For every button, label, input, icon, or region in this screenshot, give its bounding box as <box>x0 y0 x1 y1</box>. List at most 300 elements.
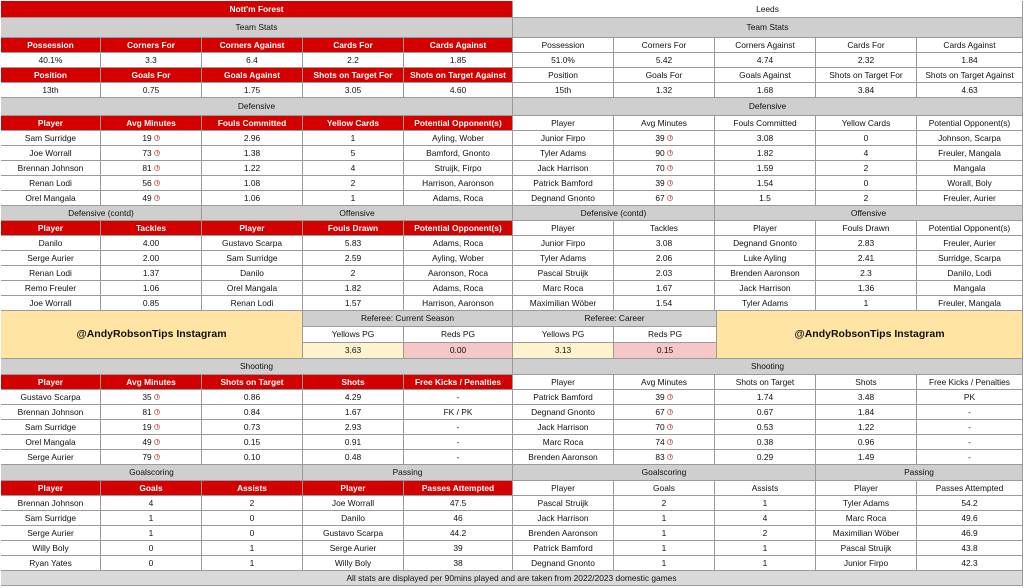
team-stats-header <box>303 38 404 53</box>
instagram-banner-right <box>717 311 1023 359</box>
table-cell-text: 3.08 <box>655 237 673 248</box>
table-cell-text: 0.84 <box>243 406 261 417</box>
team-stats-header-text: Cards For <box>847 39 885 50</box>
table-cell <box>303 296 404 311</box>
table-cell-text: 0.10 <box>243 451 261 462</box>
table-cell <box>816 541 917 556</box>
team-stats-value-text: 1.75 <box>243 84 261 95</box>
referee-yellows-header <box>513 327 614 343</box>
table-cell-text: 1.5 <box>759 192 771 203</box>
table-cell-text: 2.06 <box>655 252 673 263</box>
table-cell-text: - <box>968 436 971 447</box>
table-cell-text: Gustavo Scarpa <box>20 391 81 402</box>
team-stats-header-text: Goals For <box>131 69 171 80</box>
referee-yellows-header-text: Yellows PG <box>331 329 375 340</box>
pass-header-text: Passes Attempted <box>935 482 1004 493</box>
forest-team-stats-label-text: Team Stats <box>235 22 278 33</box>
table-cell-text: Serge Aurier <box>27 527 74 538</box>
table-cell-text: Adams, Roca <box>432 237 484 248</box>
table-cell-text: 1.36 <box>857 282 875 293</box>
table-cell-text: 2.3 <box>860 267 872 278</box>
referee-season-yellows-text: 3.63 <box>344 345 362 356</box>
table-cell <box>513 556 614 571</box>
team-stats-header-text: Goals Against <box>739 69 791 80</box>
off-header <box>303 221 404 236</box>
referee-career-label-text: Referee: Career <box>584 313 645 324</box>
table-cell-text: 54.2 <box>961 497 978 508</box>
table-cell <box>303 405 404 420</box>
table-cell <box>513 236 614 251</box>
table-cell <box>202 450 303 465</box>
table-cell <box>614 191 715 206</box>
table-cell-text: 1.54 <box>655 297 673 308</box>
table-cell <box>513 405 614 420</box>
table-cell-text: 0 <box>249 512 255 523</box>
table-cell-text: Jack Harrison <box>739 282 791 293</box>
table-cell-text: Johnson, Scarpa <box>938 132 1001 143</box>
table-cell-text: Ryan Yates <box>29 557 72 568</box>
table-cell-text: 81 <box>142 162 152 173</box>
goal-header-text: Assists <box>751 482 779 493</box>
table-cell <box>303 556 404 571</box>
off-header <box>816 221 917 236</box>
def-header <box>715 116 816 131</box>
team-stats-header-text: Corners For <box>127 39 175 50</box>
table-cell <box>202 161 303 176</box>
team-stats-value <box>1 53 101 68</box>
table-cell-text: 1.59 <box>756 162 774 173</box>
table-cell-text: 0.48 <box>344 451 362 462</box>
table-cell <box>303 161 404 176</box>
team-stats-value <box>202 83 303 98</box>
table-cell <box>101 420 202 435</box>
table-cell <box>101 131 202 146</box>
pass-header-text: Player <box>854 482 878 493</box>
team-stats-value <box>404 53 513 68</box>
referee-season-label <box>303 311 513 327</box>
def-header-text: Fouls Committed <box>733 117 797 128</box>
table-cell <box>404 131 513 146</box>
table-cell-text: 0.96 <box>857 436 875 447</box>
team-stats-value <box>202 53 303 68</box>
clock-icon <box>154 454 160 460</box>
table-cell-text: 2.93 <box>344 421 362 432</box>
referee-yellows-header-text: Yellows PG <box>541 329 585 340</box>
shoot-header-text: Shots <box>341 376 365 387</box>
referee-career-reds <box>614 343 717 359</box>
table-cell <box>303 435 404 450</box>
clock-icon <box>154 424 160 430</box>
table-cell <box>202 405 303 420</box>
table-cell <box>715 176 816 191</box>
off-header-text: Potential Opponent(s) <box>414 222 502 233</box>
table-cell <box>816 496 917 511</box>
table-cell-text: Remo Freuler <box>24 282 77 293</box>
referee-reds-header <box>404 327 513 343</box>
table-cell <box>816 191 917 206</box>
table-cell <box>715 541 816 556</box>
shoot-header <box>101 375 202 390</box>
table-cell-text: 49.6 <box>961 512 978 523</box>
table-cell <box>202 146 303 161</box>
table-cell-text: 1.82 <box>344 282 362 293</box>
table-cell <box>1 526 101 541</box>
table-cell <box>917 266 1023 281</box>
team-stats-header <box>513 38 614 53</box>
table-cell <box>202 556 303 571</box>
team-stats-value <box>101 53 202 68</box>
def-header <box>202 116 303 131</box>
table-cell <box>303 251 404 266</box>
table-cell-text: PK <box>963 391 976 402</box>
table-cell-text: 0.53 <box>756 421 774 432</box>
table-cell <box>101 511 202 526</box>
table-cell-text: 2 <box>661 497 667 508</box>
table-cell <box>1 161 101 176</box>
team-stats-header <box>513 68 614 83</box>
team-stats-value <box>715 53 816 68</box>
table-cell <box>202 236 303 251</box>
table-cell <box>715 281 816 296</box>
table-cell <box>404 146 513 161</box>
def-header-text: Potential Opponent(s) <box>928 117 1011 128</box>
table-cell-text: Maximilian Wöber <box>529 297 597 308</box>
team-stats-header <box>404 68 513 83</box>
leeds-defensive-contd-label <box>513 206 715 221</box>
table-cell-text: 1.57 <box>344 297 362 308</box>
table-cell-text: 0 <box>863 132 869 143</box>
table-cell-text: Luke Ayling <box>743 252 787 263</box>
def-header-text: Yellow Cards <box>326 117 380 128</box>
referee-career-label <box>513 311 717 327</box>
table-cell <box>404 556 513 571</box>
table-cell <box>917 161 1023 176</box>
clock-icon <box>154 195 160 201</box>
forest-defensive-contd-label-text: Defensive (contd) <box>68 207 134 218</box>
table-cell <box>816 450 917 465</box>
referee-career-yellows <box>513 343 614 359</box>
referee-season-reds <box>404 343 513 359</box>
team-stats-header <box>715 38 816 53</box>
team-stats-value <box>917 83 1023 98</box>
team-stats-header <box>614 68 715 83</box>
table-cell <box>404 251 513 266</box>
tackle-header <box>513 221 614 236</box>
def-header <box>917 116 1023 131</box>
table-cell-text: Serge Aurier <box>329 542 377 553</box>
table-cell-text: Renan Lodi <box>230 297 274 308</box>
table-cell <box>202 191 303 206</box>
table-cell <box>1 420 101 435</box>
table-cell <box>513 146 614 161</box>
table-cell-text: 0.38 <box>756 436 774 447</box>
team-stats-header <box>917 38 1023 53</box>
table-cell-text: 1 <box>148 527 154 538</box>
forest-shooting-label-text: Shooting <box>239 361 274 372</box>
team-stats-value <box>513 83 614 98</box>
table-cell-text: 1 <box>762 542 768 553</box>
leeds-shooting-label-text: Shooting <box>750 361 785 372</box>
referee-season-reds-text: 0.00 <box>449 345 467 356</box>
team-stats-value <box>513 53 614 68</box>
table-cell <box>816 511 917 526</box>
def-header <box>513 116 614 131</box>
tackle-header-text: Player <box>37 222 64 233</box>
team-stats-value-text: 1.85 <box>449 54 467 65</box>
referee-season-label-text: Referee: Current Season <box>360 313 455 324</box>
table-cell-text: 1 <box>661 527 667 538</box>
team-stats-header-text: Possession <box>541 39 585 50</box>
table-cell <box>917 405 1023 420</box>
table-cell-text: 1.38 <box>243 147 261 158</box>
table-cell-text: 70 <box>655 162 665 173</box>
team-stats-value-text: 15th <box>554 84 572 95</box>
table-cell-text: 38 <box>453 557 463 568</box>
table-cell-text: 2 <box>350 177 356 188</box>
table-cell-text: 1.74 <box>756 391 774 402</box>
shoot-header <box>715 375 816 390</box>
table-cell <box>614 266 715 281</box>
table-cell-text: Tyler Adams <box>539 147 587 158</box>
table-cell-text: Aaronson, Roca <box>427 267 489 278</box>
goal-header-text: Goals <box>139 482 163 493</box>
clock-icon <box>154 135 160 141</box>
table-cell <box>101 496 202 511</box>
team-stats-value <box>614 53 715 68</box>
table-cell-text: Harrison, Aaronson <box>422 297 494 308</box>
clock-icon <box>667 165 673 171</box>
table-cell-text: 1.49 <box>857 451 875 462</box>
table-cell-text: Danilo <box>38 237 63 248</box>
clock-icon <box>667 180 673 186</box>
instagram-banner-left-text: @AndyRobsonTips Instagram <box>76 328 227 341</box>
forest-offensive-label <box>202 206 513 221</box>
table-cell-text: Junior Firpo <box>540 237 586 248</box>
table-cell-text: Freuler, Mangala <box>938 147 1001 158</box>
table-cell <box>513 450 614 465</box>
table-cell-text: 39 <box>655 391 665 402</box>
table-cell-text: 70 <box>655 421 665 432</box>
clock-icon <box>667 135 673 141</box>
referee-reds-header <box>614 327 717 343</box>
team-stats-header <box>917 68 1023 83</box>
clock-icon <box>667 394 673 400</box>
clock-icon <box>154 150 160 156</box>
table-cell <box>404 281 513 296</box>
table-cell-text: 1.37 <box>142 267 160 278</box>
table-cell <box>1 296 101 311</box>
team-stats-value-text: 51.0% <box>551 54 575 65</box>
table-cell <box>404 266 513 281</box>
referee-career-reds-text: 0.15 <box>656 345 674 356</box>
shoot-header <box>202 375 303 390</box>
table-cell <box>917 496 1023 511</box>
table-cell <box>404 176 513 191</box>
table-cell-text: 74 <box>655 436 665 447</box>
table-cell <box>513 390 614 405</box>
table-cell-text: Brenden Aaronson <box>528 451 598 462</box>
table-cell <box>513 541 614 556</box>
team-stats-header <box>101 38 202 53</box>
table-cell-text: - <box>456 436 460 447</box>
shoot-header-text: Player <box>37 376 64 387</box>
leeds-defensive-contd-label-text: Defensive (contd) <box>580 207 647 218</box>
clock-icon <box>154 439 160 445</box>
table-cell <box>614 176 715 191</box>
table-cell-text: Willy Boly <box>32 542 69 553</box>
table-cell-text: Junior Firpo <box>843 557 889 568</box>
table-cell <box>101 251 202 266</box>
table-cell-text: Bamford, Gnonto <box>426 147 490 158</box>
clock-icon <box>667 195 673 201</box>
table-cell <box>715 420 816 435</box>
goal-header-text: Goals <box>653 482 675 493</box>
stats-sheet <box>1 1 1023 586</box>
forest-offensive-label-text: Offensive <box>339 207 375 218</box>
table-cell <box>303 420 404 435</box>
table-cell <box>101 450 202 465</box>
table-cell-text: - <box>968 406 971 417</box>
table-cell <box>614 281 715 296</box>
table-cell <box>513 131 614 146</box>
table-cell <box>614 511 715 526</box>
shoot-header <box>614 375 715 390</box>
team-stats-value-text: 4.63 <box>961 84 978 95</box>
table-cell-text: 1.84 <box>857 406 875 417</box>
table-cell-text: Freuler, Mangala <box>938 297 1001 308</box>
table-cell <box>614 526 715 541</box>
table-cell-text: 19 <box>142 421 152 432</box>
leeds-team-stats-label <box>513 18 1023 38</box>
table-cell-text: 1 <box>762 497 768 508</box>
table-cell <box>614 251 715 266</box>
table-cell <box>715 266 816 281</box>
table-cell <box>816 281 917 296</box>
team-stats-value <box>1 83 101 98</box>
table-cell <box>404 161 513 176</box>
clock-icon <box>154 180 160 186</box>
def-header <box>1 116 101 131</box>
table-cell-text: 49 <box>142 192 152 203</box>
table-cell-text: Orel Mangala <box>25 436 76 447</box>
team-stats-header <box>715 68 816 83</box>
table-cell <box>1 281 101 296</box>
team-stats-header <box>816 68 917 83</box>
table-cell-text: 1 <box>762 557 768 568</box>
team-stats-value <box>816 83 917 98</box>
leeds-team-stats-label-text: Team Stats <box>746 22 789 33</box>
table-cell-text: 2.00 <box>142 252 160 263</box>
table-cell <box>917 526 1023 541</box>
table-cell <box>917 390 1023 405</box>
table-cell <box>513 496 614 511</box>
table-cell-text: Mangala <box>953 162 986 173</box>
table-cell <box>303 236 404 251</box>
table-cell <box>816 435 917 450</box>
table-cell <box>101 146 202 161</box>
team-stats-value-text: 1.68 <box>756 84 774 95</box>
table-cell-text: 0.29 <box>756 451 774 462</box>
goal-header <box>614 481 715 496</box>
table-cell <box>715 131 816 146</box>
table-cell <box>101 266 202 281</box>
team-stats-value-text: 3.3 <box>145 54 157 65</box>
table-cell <box>816 420 917 435</box>
shoot-header <box>303 375 404 390</box>
table-cell-text: Struijk, Firpo <box>434 162 482 173</box>
table-cell-text: Pascal Struijk <box>537 497 589 508</box>
shoot-header-text: Shots on Target <box>735 376 795 387</box>
team-stats-header-text: Corners Against <box>219 39 285 50</box>
table-cell-text: Jack Harrison <box>537 421 589 432</box>
table-cell-text: 4 <box>350 162 356 173</box>
table-cell-text: 0.73 <box>243 421 261 432</box>
table-cell <box>917 511 1023 526</box>
table-cell <box>404 435 513 450</box>
table-cell-text: Junior Firpo <box>540 132 586 143</box>
table-cell <box>303 131 404 146</box>
table-cell-text: Sam Surridge <box>24 512 77 523</box>
table-cell-text: 5 <box>350 147 356 158</box>
table-cell-text: 1.22 <box>857 421 875 432</box>
pass-header <box>404 481 513 496</box>
team-stats-value-text: 4.60 <box>449 84 467 95</box>
table-cell-text: Danilo <box>341 512 365 523</box>
table-cell-text: 0.15 <box>243 436 261 447</box>
team-stats-value-text: 1.32 <box>655 84 673 95</box>
table-cell-text: 0.91 <box>344 436 362 447</box>
table-cell-text: Sam Surridge <box>24 421 77 432</box>
table-cell <box>715 161 816 176</box>
table-cell <box>513 511 614 526</box>
team-stats-header-text: Corners Against <box>735 39 795 50</box>
table-cell-text: Freuler, Aurier <box>943 237 996 248</box>
tackle-header <box>1 221 101 236</box>
table-cell <box>614 236 715 251</box>
table-cell <box>917 191 1023 206</box>
team-stats-header <box>303 68 404 83</box>
shoot-header-text: Free Kicks / Penalties <box>414 376 502 387</box>
goal-header <box>715 481 816 496</box>
table-cell-text: Orel Mangala <box>226 282 278 293</box>
table-cell-text: Tyler Adams <box>539 252 587 263</box>
table-cell <box>715 146 816 161</box>
table-cell-text: 83 <box>655 451 665 462</box>
table-cell-text: 4 <box>762 512 768 523</box>
table-cell-text: 1 <box>661 542 667 553</box>
table-cell-text: 67 <box>655 406 665 417</box>
table-cell <box>202 511 303 526</box>
table-cell-text: Degnand Gnonto <box>531 557 595 568</box>
table-cell <box>917 131 1023 146</box>
table-cell <box>1 191 101 206</box>
table-cell-text: Marc Roca <box>845 512 887 523</box>
table-cell-text: Freuler, Aurier <box>943 192 996 203</box>
forest-defensive-label-text: Defensive <box>237 101 276 112</box>
table-cell <box>715 511 816 526</box>
table-cell-text: 67 <box>655 192 665 203</box>
table-cell-text: Ayling, Wober <box>432 132 484 143</box>
table-cell <box>513 296 614 311</box>
team-stats-value <box>816 53 917 68</box>
team-stats-header-text: Cards For <box>333 39 373 50</box>
table-cell-text: Pascal Struijk <box>537 267 589 278</box>
off-header <box>917 221 1023 236</box>
pass-header-text: Player <box>340 482 366 493</box>
table-cell <box>816 266 917 281</box>
table-cell <box>614 161 715 176</box>
table-cell <box>1 236 101 251</box>
